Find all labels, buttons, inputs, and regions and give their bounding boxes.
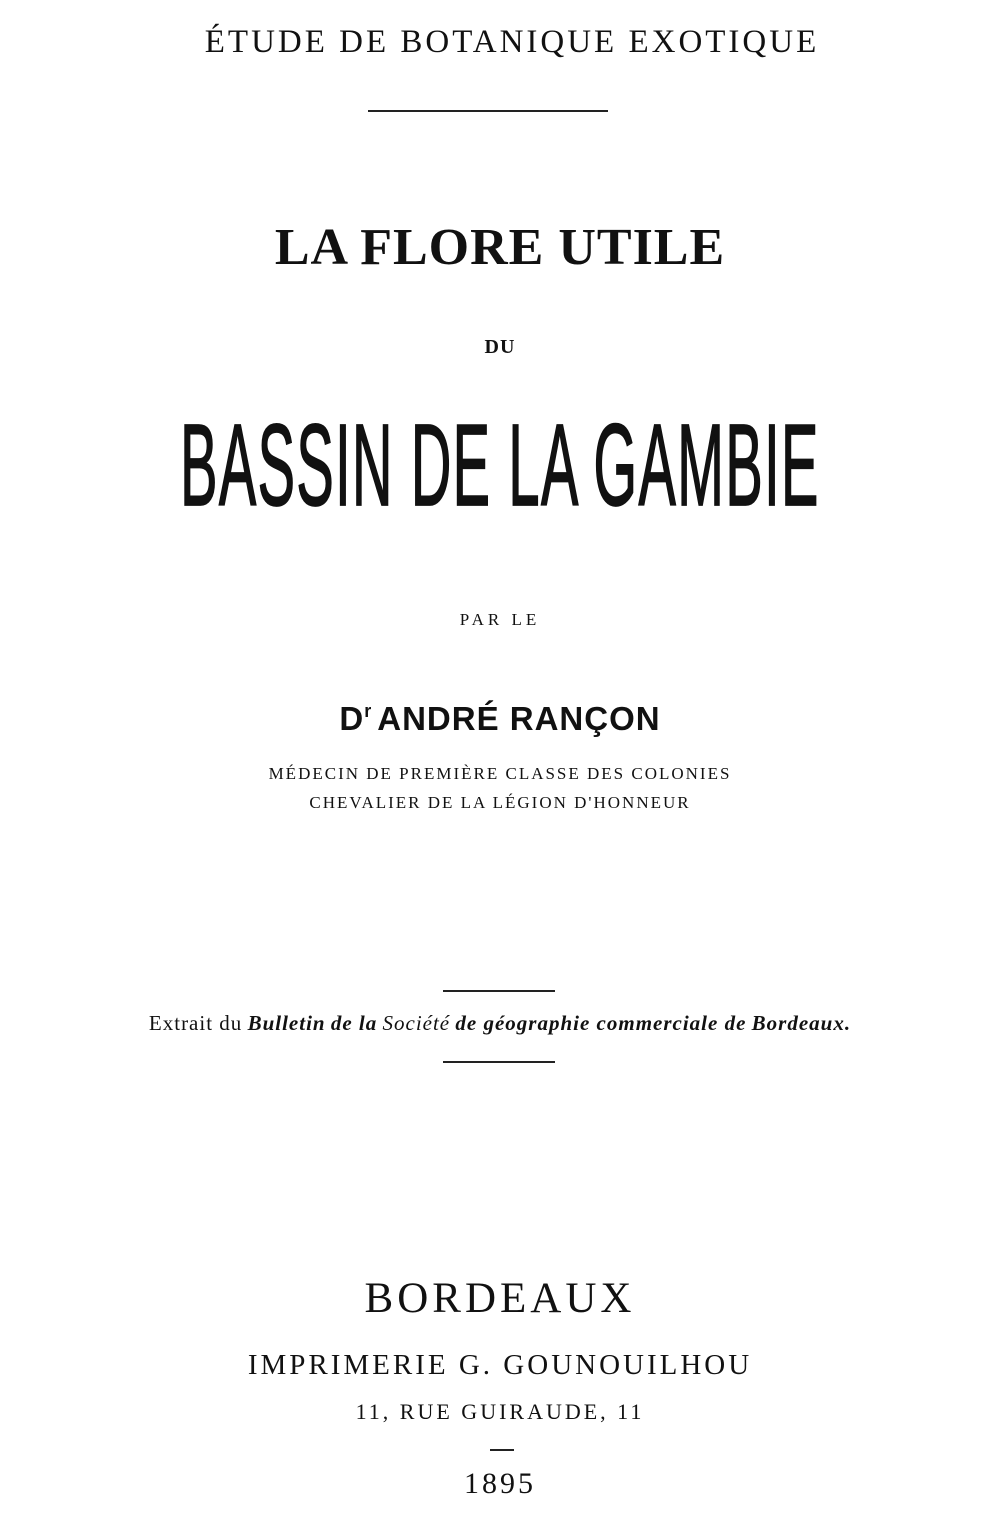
title-line-1: LA FLORE UTILE [274,219,726,276]
divider-above-extract [443,990,555,992]
author-name: ANDRÉ RANÇON [377,700,661,737]
title-line-2-text: BASSIN DE LA GAMBIE [180,400,820,530]
author-prefix-superscript: r [364,701,372,721]
byline: PAR LE [459,610,541,629]
series-heading: ÉTUDE DE BOTANIQUE EXOTIQUE [204,24,820,60]
author-credential-1: MÉDECIN DE PREMIÈRE CLASSE DES COLONIES [268,764,732,783]
imprint-address: 11, RUE GUIRAUDE, 11 [355,1399,645,1424]
extract-note [0,1013,1000,1034]
divider-below-extract [443,1061,555,1063]
extract-connector-1: de la [330,1011,378,1035]
imprint-year: 1895 [464,1467,536,1500]
title-line-2 [0,400,1000,530]
title-connector: DU [484,336,516,358]
author-name-line [0,702,1000,735]
extract-society: Société [382,1011,451,1035]
author-credential-2: CHEVALIER DE LA LÉGION D'HONNEUR [309,793,691,812]
divider-before-year [490,1449,514,1451]
imprint-printer: IMPRIMERIE G. GOUNOUILHOU [247,1349,753,1381]
author-prefix: D [339,700,365,737]
imprint-city: BORDEAUX [364,1275,636,1322]
divider-top [368,110,608,112]
extract-lead: Extrait du [148,1011,243,1035]
extract-connector-2: de géographie commerciale de [455,1011,747,1035]
extract-city: Bordeaux. [751,1011,852,1035]
extract-publication: Bulletin [247,1011,326,1035]
